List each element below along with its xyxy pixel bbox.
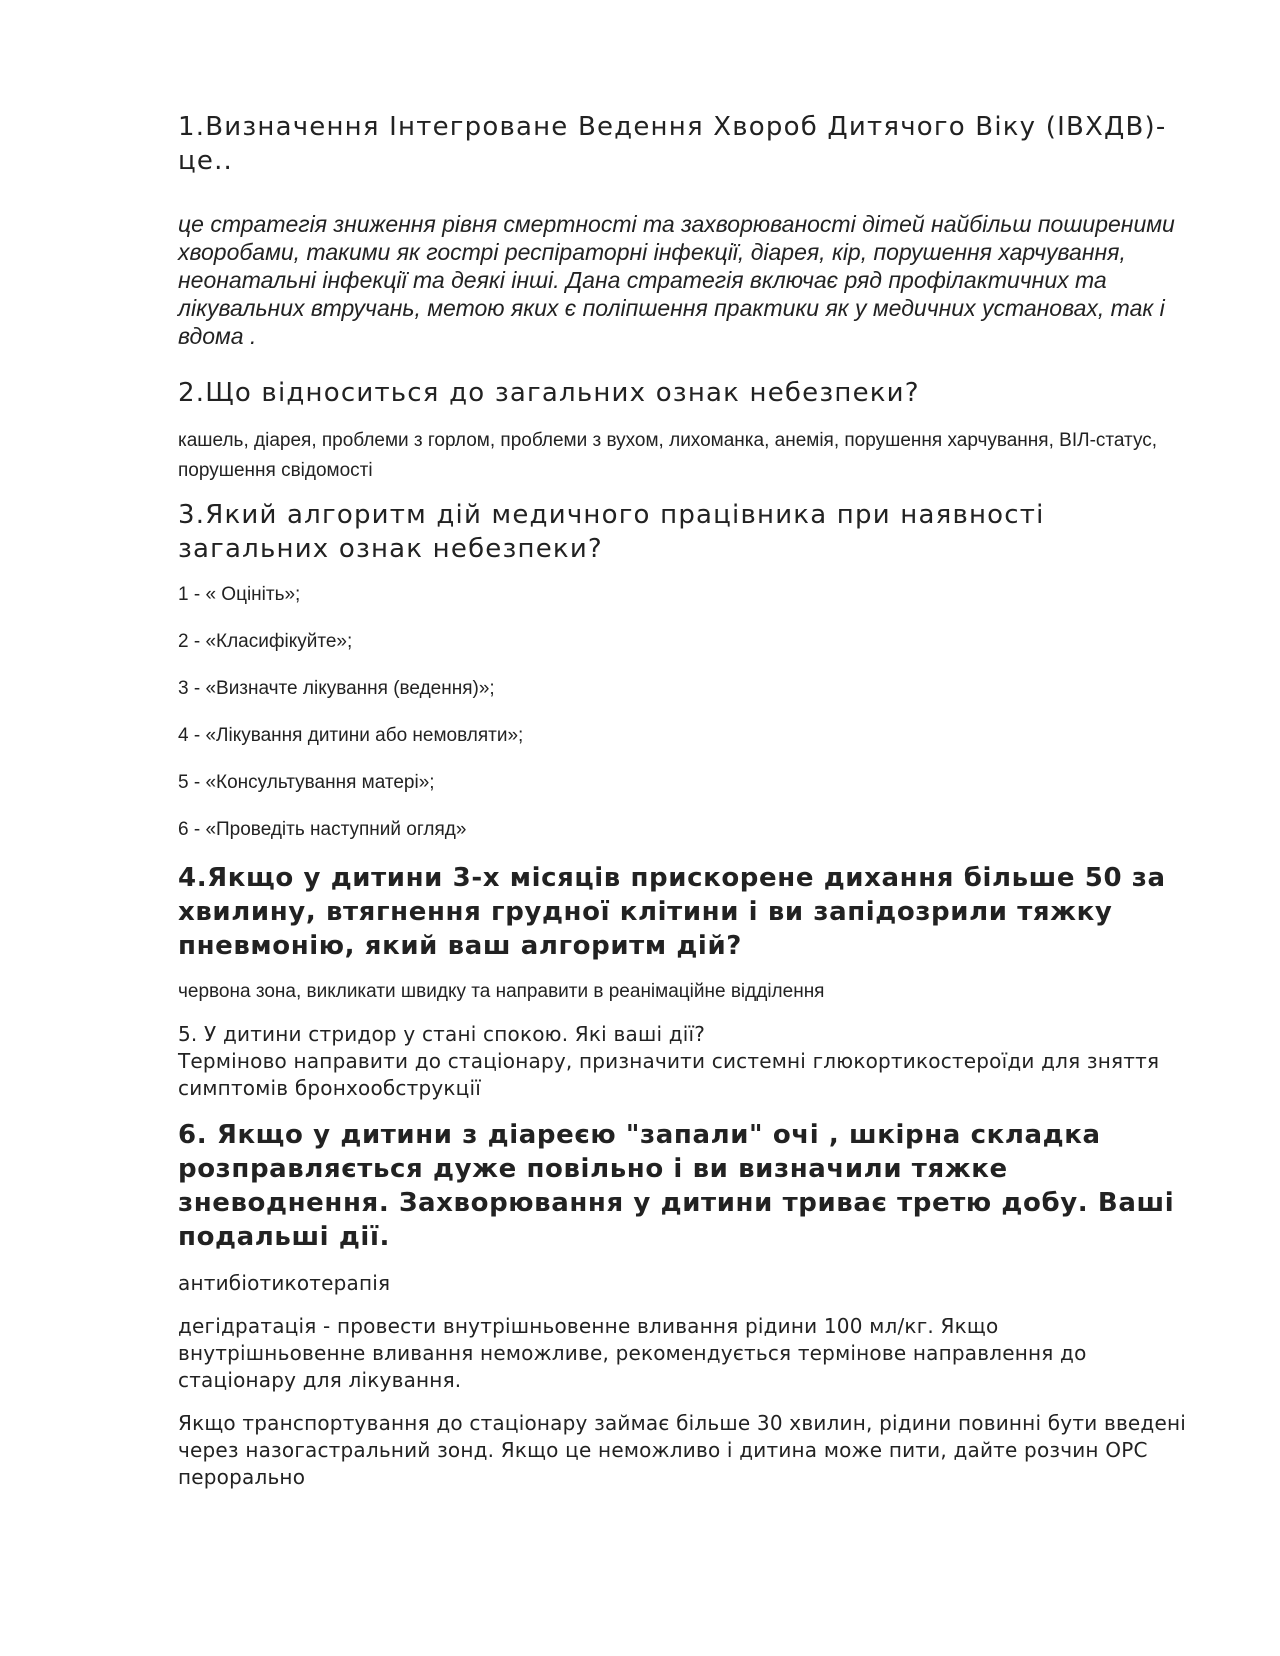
question-2-heading: 2.Що відноситься до загальних ознак небезпеки? bbox=[178, 378, 920, 408]
question-4-answer: червона зона, викликати швидку та направити в реанімаційне відділення bbox=[178, 981, 825, 1002]
step-item: 4 - «Лікування дитини або немовляти»; bbox=[178, 725, 524, 746]
step-item: 1 - « Оцініть»; bbox=[178, 584, 301, 605]
question-6-heading: 6. Якщо у дитини з діареєю "запали" очі , шкірна складка розправляється дуже повільно і ви визначили тяжке зневоднення. Захворювання у дитини триває третю добу. Ваші подальші дії. bbox=[178, 1120, 1175, 1252]
step-item: 6 - «Проведіть наступний огляд» bbox=[178, 819, 467, 840]
question-1-answer: це стратегія зниження рівня смертності та захворюваності дітей найбільш поширеними хворобами, такими як гострі респіраторні інфекції, діарея, кір, порушення харчування, неонатальні інфекції та деякі інші. Дана стратегія включає ряд профілактичних та лікувальних втручань, метою яких є поліпшення практики як у медичних установах, так і вдома . bbox=[178, 211, 1175, 349]
question-2-answer: кашель, діарея, проблеми з горлом, проблеми з вухом, лихоманка, анемія, порушення харчування, ВІЛ-статус, порушення свідомості bbox=[178, 430, 1158, 481]
question-6-answer-2: дегідратація - провести внутрішньовенне вливання рідини 100 мл/кг. Якщо внутрішньовенне вливання неможливе, рекомендується термінове направлення до стаціонару для лікування. bbox=[178, 1314, 1087, 1392]
step-item: 5 - «Консультування матері»; bbox=[178, 772, 435, 793]
step-item: 3 - «Визначте лікування (ведення)»; bbox=[178, 678, 495, 699]
question-1-heading: 1.Визначення Інтегроване Ведення Хвороб Дитячого Віку (ІВХДВ)-це.. bbox=[178, 112, 1167, 176]
question-6-answer-3: Якщо транспортування до стаціонару займає більше 30 хвилин, рідини повинні бути введені через назогастральний зонд. Якщо це неможливо і дитина може пити, дайте розчин ОРС перорально bbox=[178, 1411, 1186, 1489]
question-5-answer: Терміново направити до стаціонару, призначити системні глюкортикостероїди для зняття симптомів бронхообструкції bbox=[178, 1049, 1160, 1100]
document-page bbox=[178, 110, 1188, 1491]
question-6-answer-1: антибіотикотерапія bbox=[178, 1271, 391, 1295]
question-3-steps bbox=[178, 580, 1188, 845]
step-item: 2 - «Класифікуйте»; bbox=[178, 631, 353, 652]
question-3-heading: 3.Який алгоритм дій медичного працівника при наявності загальних ознак небезпеки? bbox=[178, 500, 1045, 564]
question-5-heading: 5. У дитини стридор у стані спокою. Які ваші дії? bbox=[178, 1022, 706, 1046]
question-4-heading: 4.Якщо у дитини 3-х місяців прискорене дихання більше 50 за хвилину, втягнення грудної клітини і ви запідозрили тяжку пневмонію, який ваш алгоритм дій? bbox=[178, 863, 1166, 961]
